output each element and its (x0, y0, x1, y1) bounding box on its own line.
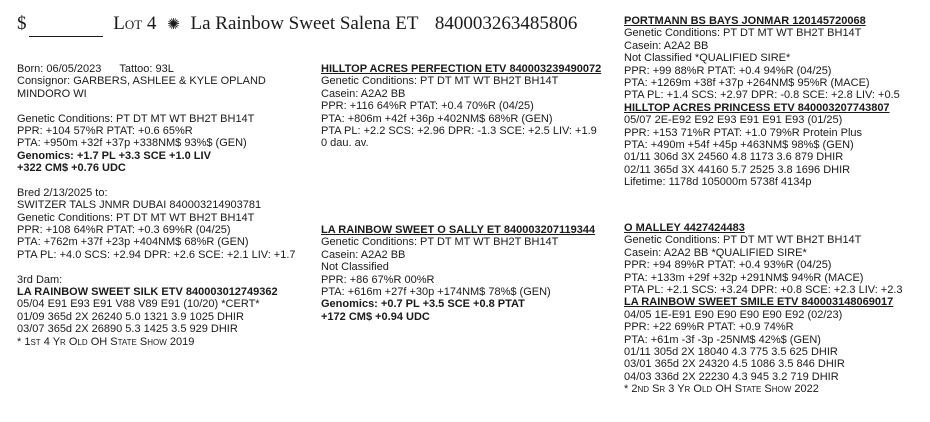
bred-line: Bred 2/13/2025 to: (17, 186, 108, 199)
sire-genetic: Genetic Conditions: PT DT MT WT BH2T BH14T (321, 75, 559, 88)
sire-of-sire-block (624, 15, 924, 188)
dam-genomics-line-1: Genomics: +0.7 PL +3.5 SCE +0.8 PTAT (321, 298, 525, 311)
dam-ppr: PPR: +86 67%R 00%R (321, 273, 435, 286)
sire-name: HILLTOP ACRES PERFECTION ETV 840003239490072 (321, 63, 602, 75)
third-dam-name: LA RAINBOW SWEET SILK ETV 840003012749362 (17, 286, 278, 299)
sire-of-sire-ppr: PPR: +99 88%R PTAT: +0.4 94%R (04/25) (624, 64, 832, 77)
sire-of-dam-pta-pl: PTA PL: +2.1 SCS: +3.24 DPR: +0.8 SCE: +2.3 LIV: +2.3 (624, 283, 903, 296)
born-date: Born: 06/05/2023 (17, 63, 102, 75)
animal-details (17, 63, 307, 348)
third-dam-award: * 1st 4 Yr Old OH State Show 2019 (17, 335, 195, 348)
genetic-conditions: Genetic Conditions: PT DT MT WT BH2T BH14T (17, 112, 255, 125)
dam-genomics-line-2: +172 CM$ +0.94 UDC (321, 310, 430, 323)
dam-of-dam-name: LA RAINBOW SWEET SMILE ETV 840003148069017 (624, 296, 894, 309)
third-dam-label: 3rd Dam: (17, 273, 63, 286)
sunburst-icon: ✺ (167, 17, 180, 33)
sire-of-dam-pta: PTA: +133m +29f +32p +291NM$ 94%R (MACE) (624, 271, 864, 284)
sire-of-sire-pta: PTA: +1269m +38f +37p +264NM$ 95%R (MACE) (624, 76, 870, 89)
price-underline (29, 19, 103, 37)
dam-casein: Casein: A2A2 BB (321, 248, 406, 261)
dam-of-dam-pta: PTA: +61m -3f -3p -25NM$ 42%$ (GEN) (624, 333, 821, 346)
service-sire-pta-pl: PTA PL: +4.0 SCS: +2.94 DPR: +2.6 SCE: +2.1 LIV: +1.7 (17, 248, 296, 261)
third-dam-record-2: 03/07 365d 2X 26890 5.3 1425 3.5 929 DHIR (17, 323, 238, 336)
sire-of-dam-casein: Casein: A2A2 BB *QUALIFIED SIRE* (624, 246, 807, 259)
consignor-location: MINDORO WI (17, 87, 87, 100)
service-sire-ppr: PPR: +108 64%R PTAT: +0.3 69%R (04/25) (17, 224, 231, 237)
sire-of-sire-genetic: Genetic Conditions: PT DT MT WT BH2T BH14T (624, 27, 862, 40)
sire-of-dam-block (624, 222, 924, 395)
sire-of-sire-name: PORTMANN BS BAYS JONMAR 120145720068 (624, 15, 866, 27)
dam-genetic: Genetic Conditions: PT DT MT WT BH2T BH14T (321, 236, 559, 249)
consignor: Consignor: GARBERS, ASHLEE & KYLE OPLAND (17, 75, 266, 88)
third-dam-classification: 05/04 E91 E93 E91 V88 V89 E91 (10/20) *CERT* (17, 298, 260, 311)
sire-of-sire-casein: Casein: A2A2 BB (624, 39, 709, 52)
sire-pta-pl: PTA PL: +2.2 SCS: +2.96 DPR: -1.3 SCE: +2.5 LIV: +1.9 (321, 124, 597, 137)
service-sire: SWITZER TALS JNMR DUBAI 840003214903781 (17, 199, 262, 212)
dam-of-dam-record-3: 04/03 336d 2X 22230 4.3 945 3.2 719 DHIR (624, 370, 839, 383)
price-blank (17, 13, 107, 34)
registration-number: 840003263485806 (434, 13, 578, 34)
price-symbol: $ (17, 13, 27, 34)
dam-of-sire-classification: 05/07 2E-E92 E92 E93 E91 E91 E93 (01/25) (624, 114, 843, 127)
dam-of-sire-record-2: 02/11 365d 3X 44160 5.7 2525 3.8 1696 DHIR (624, 163, 851, 176)
dam-of-sire-pta: PTA: +490m +54f +45p +463NM$ 98%$ (GEN) (624, 138, 854, 151)
tattoo: Tattoo: 93L (119, 63, 174, 75)
lot-number: Lot 4 (113, 13, 157, 34)
dam-of-dam-record-1: 01/11 305d 2X 18040 4.3 775 3.5 625 DHIR (624, 345, 838, 358)
dam-of-sire-name: HILLTOP ACRES PRINCESS ETV 840003207743807 (624, 101, 890, 114)
genomics-line-2: +322 CM$ +0.76 UDC (17, 162, 126, 175)
sire-pta: PTA: +806m +42f +36p +402NM$ 68%R (GEN) (321, 112, 553, 125)
dam-of-dam-classification: 04/05 1E-E91 E90 E90 E90 E90 E92 (02/23) (624, 308, 843, 321)
dam-classification: Not Classified (321, 261, 389, 274)
dam-of-dam-award: * 2nd Sr 3 Yr Old OH State Show 2022 (624, 383, 819, 396)
third-dam-record-1: 01/09 365d 2X 26240 5.0 1321 3.9 1025 DHIR (17, 310, 244, 323)
animal-name: La Rainbow Sweet Salena ET (190, 13, 419, 34)
sire-casein: Casein: A2A2 BB (321, 87, 406, 100)
dam-name: LA RAINBOW SWEET O SALLY ET 840003207119344 (321, 224, 596, 236)
genomics-line-1: Genomics: +1.7 PL +3.3 SCE +1.0 LIV (17, 149, 211, 162)
pta-line: PTA: +950m +32f +37p +338NM$ 93%$ (GEN) (17, 137, 247, 150)
dam-of-dam-record-2: 03/01 365d 2X 24320 4.5 1086 3.5 846 DHIR (624, 358, 845, 371)
dam-of-sire-ppr: PPR: +153 71%R PTAT: +1.0 79%R Protein Plus (624, 126, 863, 139)
lot-header (17, 12, 577, 37)
sire-block (321, 63, 611, 150)
sire-ppr: PPR: +116 64%R PTAT: +0.4 70%R (04/25) (321, 100, 534, 113)
sire-daughters: 0 dau. av. (321, 137, 369, 150)
dam-pta: PTA: +616m +27f +30p +174NM$ 78%$ (GEN) (321, 285, 551, 298)
dam-block (321, 224, 611, 323)
sire-of-sire-classification: Not Classified *QUALIFIED SIRE* (624, 52, 791, 65)
ppr-line: PPR: +104 57%R PTAT: +0.6 65%R (17, 124, 193, 137)
dam-of-sire-lifetime: Lifetime: 1178d 105000m 5738f 4134p (624, 176, 812, 189)
sire-of-dam-name: O MALLEY 4427424483 (624, 222, 745, 234)
sire-of-dam-ppr: PPR: +94 89%R PTAT: +0.4 93%R (04/25) (624, 259, 832, 272)
sire-of-dam-genetic: Genetic Conditions: PT DT MT WT BH2T BH14T (624, 234, 862, 247)
service-sire-genetic: Genetic Conditions: PT DT MT WT BH2T BH14T (17, 211, 255, 224)
born-tattoo-line (17, 63, 307, 75)
dam-of-sire-record-1: 01/11 306d 3X 24560 4.8 1173 3.6 879 DHIR (624, 151, 844, 164)
dam-of-dam-ppr: PPR: +22 69%R PTAT: +0.9 74%R (624, 321, 794, 334)
sire-of-sire-pta-pl: PTA PL: +1.4 SCS: +2.97 DPR: -0.8 SCE: +2.8 LIV: +0.5 (624, 89, 900, 102)
service-sire-pta: PTA: +762m +37f +23p +404NM$ 68%R (GEN) (17, 236, 249, 249)
